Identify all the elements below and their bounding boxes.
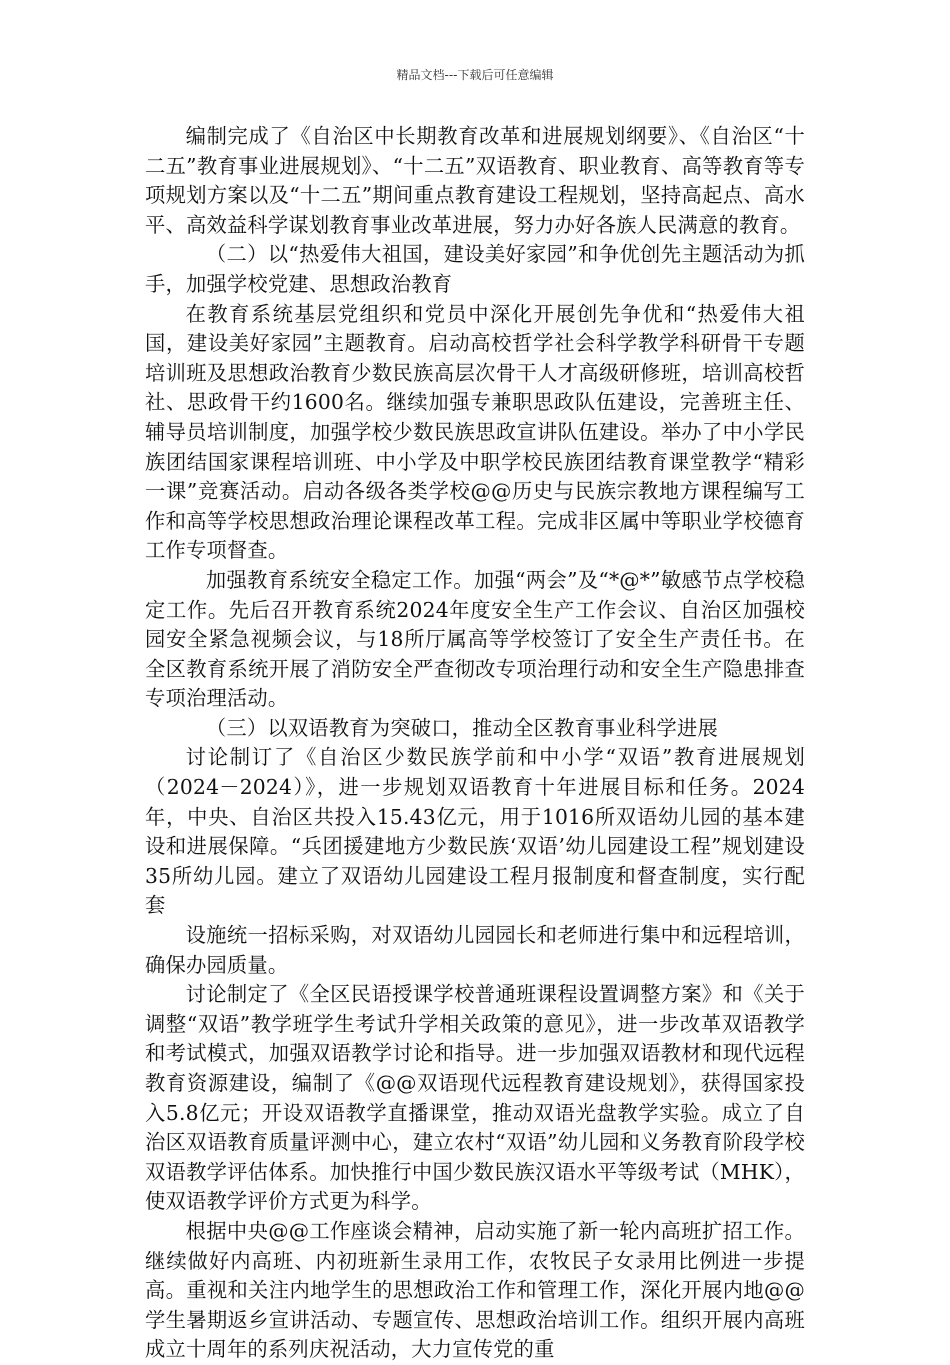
section-heading-3: （三）以双语教育为突破口，推动全区教育事业科学进展	[205, 715, 718, 740]
paragraph-safety: 加强教育系统安全稳定工作。加强“两会”及“*@*”敏感节点学校稳定工作。先后召开教育系统2024年度安全生产工作会议、自治区加强校园安全紧急视频会议，与18所厅属高等学校签订了安全生产责任书。在全区教育系统开展了消防安全严查彻改专项治理行动和安全生产隐患排查专项治理活动。	[145, 567, 805, 711]
paragraph-party-building: 在教育系统基层党组织和党员中深化开展创先争优和“热爱伟大祖国，建设美好家园”主题教育。启动高校哲学社会科学教学科研骨干专题培训班及思想政治教育少数民族高层次骨干人才高级研修班，培训高校哲社、思政骨干约1600名。继续加强专兼职思政队伍建设，完善班主任、辅导员培训制度，加强学校少数民族思政宣讲队伍建设。举办了中小学民族团结国家课程培训班、中小学及中职学校民族团结教育课堂教学“精彩一课”竞赛活动。启动各级各类学校@@历史与民族宗教地方课程编写工作和高等学校思想政治理论课程改革工程。完成非区属中等职业学校德育工作专项督查。	[145, 301, 805, 563]
paragraph-facilities: 设施统一招标采购，对双语幼儿园园长和老师进行集中和远程培训，确保办园质量。	[145, 923, 805, 977]
document-body	[145, 122, 805, 1365]
page-header: 精品文档---下载后可任意编辑	[396, 68, 554, 82]
section-heading-2: （二）以“热爱伟大祖国，建设美好家园”和争优创先主题活动为抓手，加强学校党建、思想政治教育	[145, 242, 805, 296]
paragraph-inland-classes: 根据中央@@工作座谈会精神，启动实施了新一轮内高班扩招工作。继续做好内高班、内初班新生录用工作，农牧民子女录用比例进一步提高。重视和关注内地学生的思想政治工作和管理工作，深化开展内地@@学生暑期返乡宣讲活动、专题宣传、思想政治培训工作。组织开展内高班成立十周年的系列庆祝活动，大力宣传党的重	[145, 1218, 805, 1362]
paragraph-curriculum: 讨论制定了《全区民语授课学校普通班课程设置调整方案》和《关于调整“双语”教学班学生考试升学相关政策的意见》，进一步改革双语教学和考试模式，加强双语教学讨论和指导。进一步加强双语教材和现代远程教育资源建设，编制了《@@双语现代远程教育建设规划》，获得国家投入5.8亿元；开设双语教学直播课堂，推动双语光盘教学实验。成立了自治区双语教育质量评测中心，建立农村“双语”幼儿园和义务教育阶段学校双语教学评估体系。加快推行中国少数民族汉语水平等级考试（MHK），使双语教学评价方式更为科学。	[145, 982, 805, 1214]
paragraph-planning: 编制完成了《自治区中长期教育改革和进展规划纲要》、《自治区“十二五”教育事业进展规划》、“十二五”双语教育、职业教育、高等教育等专项规划方案以及“十二五”期间重点教育建设工程规划，坚持高起点、高水平、高效益科学谋划教育事业改革进展，努力办好各族人民满意的教育。	[145, 124, 805, 237]
paragraph-bilingual-plan: 讨论制订了《自治区少数民族学前和中小学“双语”教育进展规划（2024－2024）》，进一步规划双语教育十年进展目标和任务。2024年，中央、自治区共投入15.43亿元，用于1016所双语幼儿园的基本建设和进展保障。“兵团援建地方少数民族‘双语’幼儿园建设工程”规划建设35所幼儿园。建立了双语幼儿园建设工程月报制度和督查制度，实行配套	[145, 745, 805, 918]
